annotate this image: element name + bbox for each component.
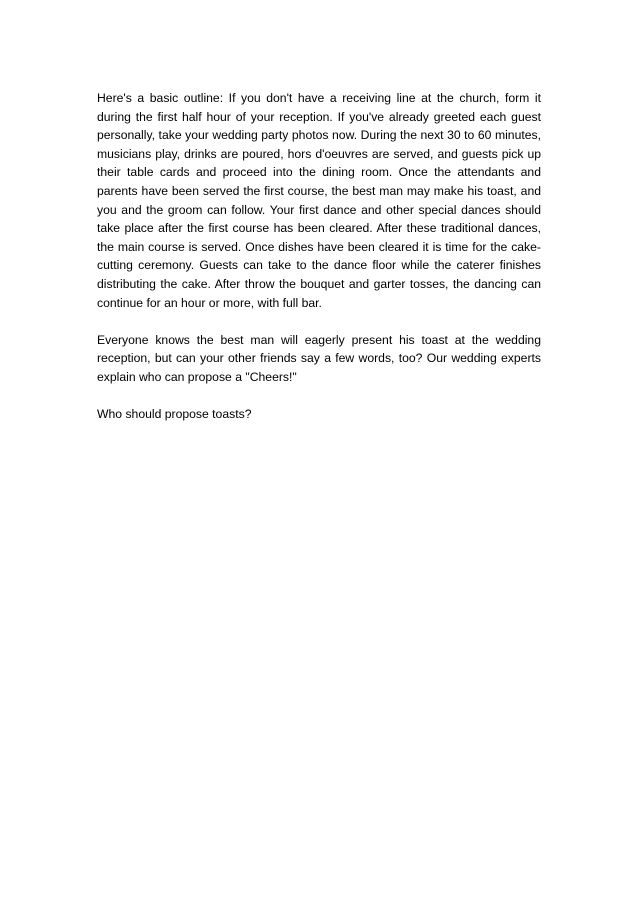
paragraph-toast-intro: Everyone knows the best man will eagerly present his toast at the wedding reception, but can your other friends say a few words, too? Our wedding experts explain who can propose a "Cheers!" xyxy=(97,332,541,384)
paragraph-toast-question: Who should propose toasts? xyxy=(97,407,252,422)
paragraph-reception-outline: Here's a basic outline: If you don't have a receiving line at the church, form it during the first half hour of your reception. If you've already greeted each guest personally, take your wedding party photos now. During the next 30 to 60 minutes, musicians play, drinks are poured, hors d'oeuvres are served, and guests pick up their table cards and proceed into the dining room. Once the attendants and parents have been served the first course, the best man may make his toast, and you and the groom can follow. Your first dance and other special dances should take place after the first course has been cleared. After these traditional dances, the main course is served. Once dishes have been cleared it is time for the cake-cutting ceremony. Guests can take to the dance floor while the caterer finishes distributing the cake. After throw the bouquet and garter tosses, the dancing can continue for an hour or more, with full bar. xyxy=(97,91,541,310)
document-body xyxy=(97,89,541,424)
